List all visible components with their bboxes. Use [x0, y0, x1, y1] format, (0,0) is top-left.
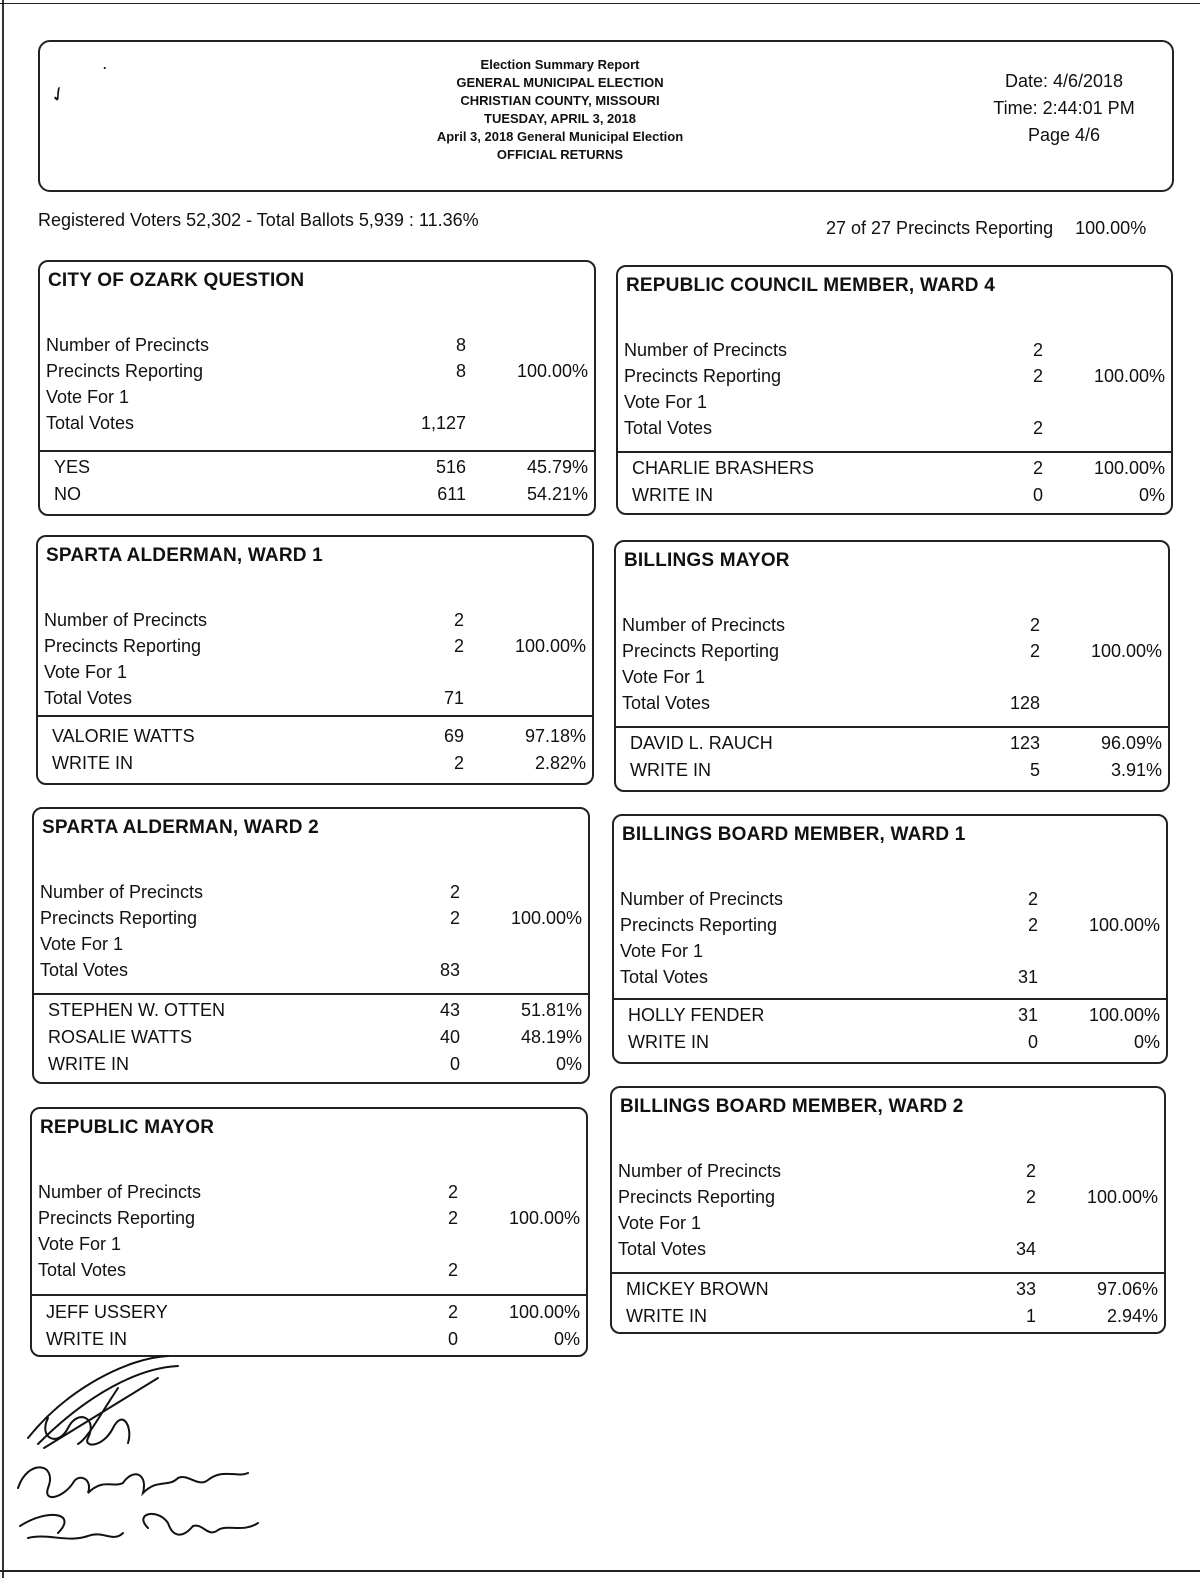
election-day: TUESDAY, APRIL 3, 2018	[484, 111, 636, 126]
choice-pct: 2.94%	[1106, 1306, 1158, 1326]
report-title: Election Summary Report	[480, 57, 640, 72]
stat-label: Total Votes	[618, 1239, 707, 1259]
contest-title: REPUBLIC MAYOR	[40, 1117, 215, 1138]
choice-pct: 100.00%	[1088, 1005, 1160, 1025]
choice-row	[618, 455, 1171, 482]
choice-pct: 100.00%	[1093, 458, 1165, 478]
stat-label: Number of Precincts	[620, 889, 784, 909]
contest-title: CITY OF OZARK QUESTION	[48, 270, 305, 291]
choice-name: WRITE IN	[46, 1329, 127, 1349]
choice-votes: 33	[1015, 1279, 1036, 1299]
choice-row	[34, 1024, 588, 1051]
report-date: Date: 4/6/2018	[1004, 71, 1124, 91]
top-rule	[0, 3, 1200, 4]
stat-row-total-votes	[34, 957, 588, 983]
report-meta	[964, 68, 1164, 149]
stat-value: 2	[447, 1208, 458, 1228]
choice-row	[38, 750, 592, 777]
stat-row-total-votes	[38, 685, 592, 711]
choice-row	[40, 454, 594, 481]
choice-name: CHARLIE BRASHERS	[632, 458, 815, 478]
choice-votes: 0	[1032, 485, 1043, 505]
choice-pct: 48.19%	[520, 1027, 582, 1047]
choice-row	[616, 757, 1168, 784]
contest-billings-mayor	[614, 540, 1170, 792]
stat-pct: 100.00%	[514, 636, 586, 656]
contest-stats	[34, 879, 588, 983]
stat-value: 2	[449, 882, 460, 902]
stat-pct: 100.00%	[508, 1208, 580, 1228]
stat-label: Total Votes	[38, 1260, 127, 1280]
choice-name: YES	[54, 457, 91, 477]
stat-value: 8	[455, 335, 466, 355]
choice-votes: 40	[439, 1027, 460, 1047]
contest-stats	[616, 612, 1168, 716]
stat-row-number-of-precincts	[618, 337, 1171, 363]
choice-name: STEPHEN W. OTTEN	[48, 1000, 226, 1020]
choice-row	[616, 730, 1168, 757]
choice-votes: 2	[1032, 458, 1043, 478]
stat-row-number-of-precincts	[34, 879, 588, 905]
stat-label: Vote For 1	[618, 1213, 702, 1233]
stat-row-total-votes	[612, 1236, 1164, 1262]
contest-choices	[32, 1299, 586, 1353]
stat-label: Total Votes	[624, 418, 713, 438]
choice-row	[618, 482, 1171, 509]
stat-pct: 100.00%	[1086, 1187, 1158, 1207]
stat-label: Vote For 1	[46, 387, 130, 407]
stat-label: Number of Precincts	[624, 340, 788, 360]
contest-republic-mayor	[30, 1107, 588, 1357]
stat-label: Precincts Reporting	[46, 361, 204, 381]
stat-row-vote-for-1	[40, 384, 594, 410]
choice-row	[614, 1002, 1166, 1029]
election-description: April 3, 2018 General Municipal Election	[436, 129, 684, 144]
official-signatures	[8, 1348, 288, 1568]
contest-divider	[38, 715, 592, 717]
stat-label: Vote For 1	[38, 1234, 122, 1254]
stat-label: Precincts Reporting	[618, 1187, 776, 1207]
stat-row-precincts-reporting	[34, 905, 588, 931]
bottom-rule	[0, 1570, 1200, 1572]
stat-row-number-of-precincts	[614, 886, 1166, 912]
stat-value: 2	[1027, 915, 1038, 935]
election-name: GENERAL MUNICIPAL ELECTION	[456, 75, 664, 90]
choice-votes: 5	[1029, 760, 1040, 780]
contest-choices	[612, 1276, 1164, 1330]
stat-label: Number of Precincts	[46, 335, 210, 355]
contest-divider	[40, 450, 594, 452]
choice-votes: 31	[1017, 1005, 1038, 1025]
stat-row-number-of-precincts	[616, 612, 1168, 638]
contest-city-of-ozark-question	[38, 260, 596, 516]
contest-sparta-alderman-ward-2	[32, 807, 590, 1084]
contest-billings-board-member-ward-1	[612, 814, 1168, 1064]
precincts-reporting-text: 27 of 27 Precincts Reporting	[826, 218, 1054, 238]
choice-votes: 2	[447, 1302, 458, 1322]
stat-value: 1,127	[420, 413, 466, 433]
contest-choices	[34, 997, 588, 1078]
stat-label: Number of Precincts	[618, 1161, 782, 1181]
stat-value: 2	[1029, 641, 1040, 661]
choice-votes: 0	[447, 1329, 458, 1349]
contest-stats	[32, 1179, 586, 1283]
speck-mark: ․	[102, 56, 108, 73]
stat-label: Vote For 1	[624, 392, 708, 412]
stat-row-vote-for-1	[32, 1231, 586, 1257]
stat-value: 128	[1009, 693, 1040, 713]
stat-label: Number of Precincts	[622, 615, 786, 635]
stat-label: Total Votes	[622, 693, 711, 713]
stat-row-precincts-reporting	[38, 633, 592, 659]
contest-choices	[38, 723, 592, 777]
stat-row-vote-for-1	[616, 664, 1168, 690]
stat-value: 31	[1017, 967, 1038, 987]
choice-name: HOLLY FENDER	[628, 1005, 765, 1025]
stat-pct: 100.00%	[510, 908, 582, 928]
stat-row-number-of-precincts	[40, 332, 594, 358]
contest-title: SPARTA ALDERMAN, WARD 2	[42, 817, 319, 838]
contest-divider	[614, 998, 1166, 1000]
contest-divider	[612, 1272, 1164, 1274]
stat-row-vote-for-1	[34, 931, 588, 957]
choice-name: DAVID L. RAUCH	[630, 733, 773, 753]
choice-name: WRITE IN	[630, 760, 711, 780]
page-number: Page 4/6	[1027, 125, 1101, 145]
choice-row	[612, 1303, 1164, 1330]
stat-row-vote-for-1	[618, 389, 1171, 415]
choice-votes: 611	[437, 484, 466, 504]
report-time: Time: 2:44:01 PM	[993, 98, 1135, 118]
choice-row	[40, 481, 594, 508]
choice-pct: 54.21%	[526, 484, 588, 504]
choice-votes: 123	[1009, 733, 1040, 753]
stat-label: Precincts Reporting	[40, 908, 198, 928]
stat-pct: 100.00%	[516, 361, 588, 381]
choice-pct: 97.18%	[524, 726, 586, 746]
stat-value: 2	[1032, 366, 1043, 386]
stat-row-precincts-reporting	[612, 1184, 1164, 1210]
choice-pct: 96.09%	[1100, 733, 1162, 753]
choice-name: WRITE IN	[52, 753, 133, 773]
pen-tick-mark: ✓	[45, 81, 72, 109]
contest-title: SPARTA ALDERMAN, WARD 1	[46, 545, 323, 566]
choice-row	[612, 1276, 1164, 1303]
stat-label: Total Votes	[620, 967, 709, 987]
stat-row-number-of-precincts	[612, 1158, 1164, 1184]
choice-pct: 0%	[553, 1329, 580, 1349]
contest-divider	[616, 726, 1168, 728]
choice-name: VALORIE WATTS	[52, 726, 195, 746]
stat-row-vote-for-1	[38, 659, 592, 685]
stat-label: Vote For 1	[40, 934, 124, 954]
precincts-reporting-pct: 100.00%	[1075, 218, 1147, 238]
stat-label: Total Votes	[46, 413, 135, 433]
choice-name: MICKEY BROWN	[626, 1279, 769, 1299]
contest-choices	[614, 1002, 1166, 1056]
contest-title: REPUBLIC COUNCIL MEMBER, WARD 4	[626, 275, 995, 296]
choice-pct: 0%	[1138, 485, 1165, 505]
stat-label: Number of Precincts	[40, 882, 204, 902]
stat-label: Precincts Reporting	[620, 915, 778, 935]
choice-name: WRITE IN	[628, 1032, 709, 1052]
stat-label: Precincts Reporting	[38, 1208, 196, 1228]
stat-value: 2	[1029, 615, 1040, 635]
contest-choices	[40, 454, 594, 508]
stat-value: 8	[455, 361, 466, 381]
contest-stats	[614, 886, 1166, 990]
contest-billings-board-member-ward-2	[610, 1086, 1166, 1334]
contest-title: BILLINGS MAYOR	[624, 550, 790, 571]
stat-row-precincts-reporting	[614, 912, 1166, 938]
contest-stats	[618, 337, 1171, 441]
choice-name: WRITE IN	[632, 485, 713, 505]
contest-title: BILLINGS BOARD MEMBER, WARD 2	[620, 1096, 964, 1117]
stat-value: 34	[1015, 1239, 1036, 1259]
stat-label: Number of Precincts	[44, 610, 208, 630]
stat-value: 2	[1027, 889, 1038, 909]
stat-pct: 100.00%	[1088, 915, 1160, 935]
choice-votes: 69	[443, 726, 464, 746]
choice-pct: 97.06%	[1096, 1279, 1158, 1299]
stat-value: 71	[443, 688, 464, 708]
stat-label: Precincts Reporting	[624, 366, 782, 386]
choice-name: WRITE IN	[48, 1054, 129, 1074]
choice-pct: 3.91%	[1110, 760, 1162, 780]
stat-value: 83	[439, 960, 460, 980]
choice-name: JEFF USSERY	[46, 1302, 168, 1322]
stat-label: Precincts Reporting	[622, 641, 780, 661]
contest-republic-council-member-ward-4	[616, 265, 1173, 515]
contest-choices	[618, 455, 1171, 509]
stat-row-total-votes	[40, 410, 594, 436]
choice-votes: 0	[1027, 1032, 1038, 1052]
stat-value: 2	[1032, 340, 1043, 360]
stat-row-number-of-precincts	[32, 1179, 586, 1205]
county-name: CHRISTIAN COUNTY, MISSOURI	[460, 93, 660, 108]
stat-pct: 100.00%	[1090, 641, 1162, 661]
report-title-block	[330, 56, 790, 164]
choice-pct: 51.81%	[520, 1000, 582, 1020]
contest-divider	[32, 1294, 586, 1296]
stat-row-total-votes	[614, 964, 1166, 990]
choice-row	[614, 1029, 1166, 1056]
stat-value: 2	[447, 1182, 458, 1202]
stat-label: Vote For 1	[620, 941, 704, 961]
page-edge-line	[2, 0, 4, 1578]
choice-votes: 1	[1025, 1306, 1036, 1326]
choice-row	[34, 997, 588, 1024]
contest-stats	[38, 607, 592, 711]
stat-row-total-votes	[618, 415, 1171, 441]
choice-row	[34, 1051, 588, 1078]
contest-choices	[616, 730, 1168, 784]
stat-row-total-votes	[32, 1257, 586, 1283]
stat-row-precincts-reporting	[616, 638, 1168, 664]
choice-votes: 2	[453, 753, 464, 773]
choice-name: NO	[54, 484, 81, 504]
stat-value: 2	[1032, 418, 1043, 438]
stat-value: 2	[453, 636, 464, 656]
choice-pct: 0%	[555, 1054, 582, 1074]
stat-row-vote-for-1	[614, 938, 1166, 964]
stat-row-vote-for-1	[612, 1210, 1164, 1236]
stat-label: Number of Precincts	[38, 1182, 202, 1202]
stat-value: 2	[1025, 1161, 1036, 1181]
contest-divider	[34, 993, 588, 995]
stat-value: 2	[447, 1260, 458, 1280]
stat-row-total-votes	[616, 690, 1168, 716]
returns-status: OFFICIAL RETURNS	[496, 147, 624, 162]
choice-votes: 43	[439, 1000, 460, 1020]
choice-pct: 45.79%	[526, 457, 588, 477]
choice-pct: 0%	[1133, 1032, 1160, 1052]
stat-row-number-of-precincts	[38, 607, 592, 633]
stat-label: Vote For 1	[44, 662, 128, 682]
choice-row	[38, 723, 592, 750]
contest-divider	[618, 451, 1171, 453]
choice-pct: 100.00%	[508, 1302, 580, 1322]
stat-pct: 100.00%	[1093, 366, 1165, 386]
precincts-reporting-summary	[826, 218, 1146, 239]
contest-sparta-alderman-ward-1	[36, 535, 594, 785]
report-header	[38, 40, 1174, 192]
contest-stats	[612, 1158, 1164, 1262]
stat-label: Vote For 1	[622, 667, 706, 687]
stat-row-precincts-reporting	[32, 1205, 586, 1231]
choice-name: ROSALIE WATTS	[48, 1027, 193, 1047]
choice-votes: 0	[449, 1054, 460, 1074]
choice-votes: 516	[435, 457, 466, 477]
contest-stats	[40, 332, 594, 436]
registered-voters-summary: Registered Voters 52,302 - Total Ballots 5,939 : 11.36%	[38, 210, 479, 230]
choice-name: WRITE IN	[626, 1306, 707, 1326]
choice-pct: 2.82%	[534, 753, 586, 773]
choice-row	[32, 1299, 586, 1326]
stat-label: Total Votes	[40, 960, 129, 980]
stat-row-precincts-reporting	[40, 358, 594, 384]
stat-row-precincts-reporting	[618, 363, 1171, 389]
stat-label: Precincts Reporting	[44, 636, 202, 656]
stat-value: 2	[1025, 1187, 1036, 1207]
stat-value: 2	[449, 908, 460, 928]
contest-title: BILLINGS BOARD MEMBER, WARD 1	[622, 824, 966, 845]
stat-label: Total Votes	[44, 688, 133, 708]
stat-value: 2	[453, 610, 464, 630]
